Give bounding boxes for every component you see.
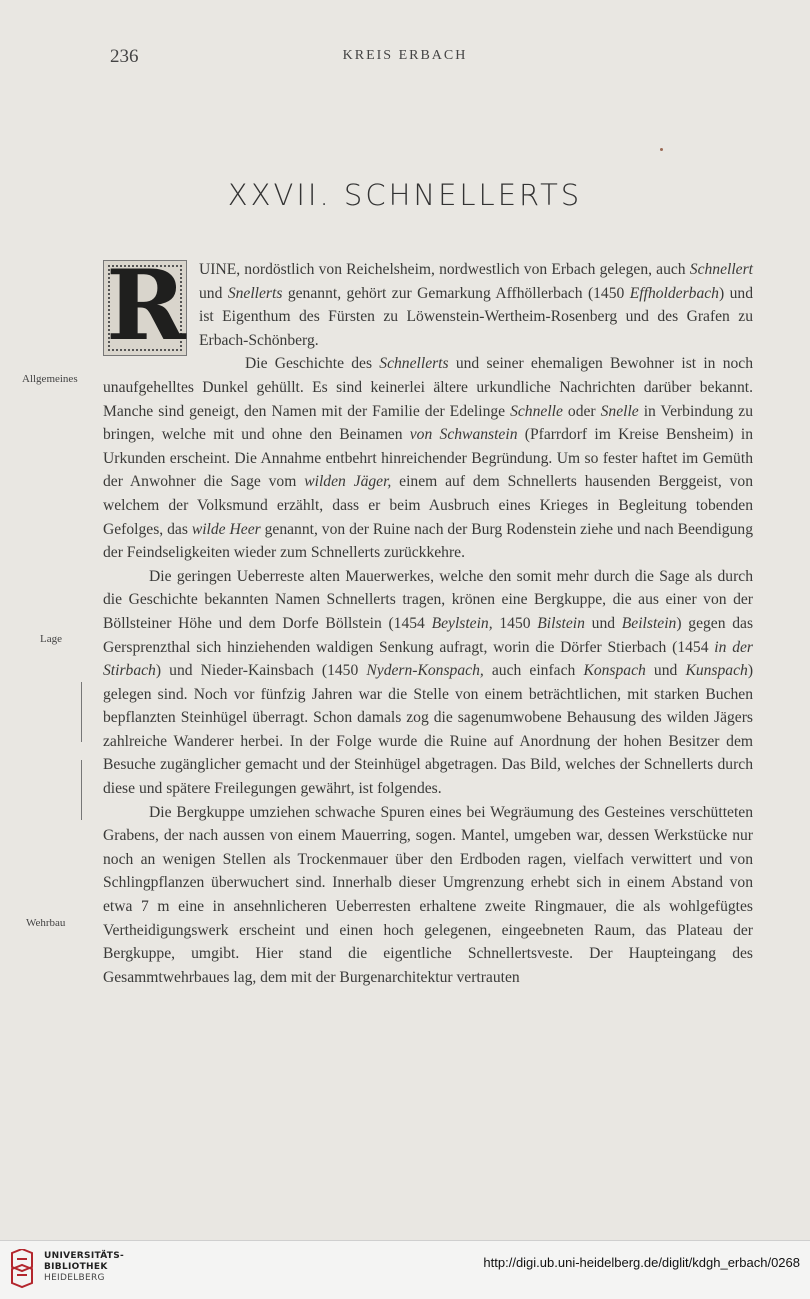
italic-text-run: Konspach bbox=[583, 662, 646, 680]
text-run: und bbox=[584, 614, 622, 632]
italic-text-run: wilde Heer bbox=[191, 520, 261, 538]
text-run: (Pfarrdorf im Kreise Bensheim) in Urkunden erscheint. Die Annahme entbehrt hinreichender Begründung. Um so fester haftet im Gemüth der Anwohner die Sage vom bbox=[103, 426, 754, 491]
chapter-title: XXVII. SCHNELLERTS bbox=[227, 178, 583, 212]
text-run: und bbox=[645, 662, 686, 680]
italic-text-run: Bilstein bbox=[537, 614, 585, 632]
paragraph-text bbox=[103, 804, 753, 986]
text-run: auch einfach bbox=[483, 662, 584, 680]
running-title: KREIS ERBACH bbox=[342, 48, 468, 63]
italic-text-run: Effholderbach bbox=[629, 284, 719, 302]
page-url-link[interactable]: http://digi.ub.uni-heidelberg.de/diglit/kdgh_erbach/0268 bbox=[483, 1255, 800, 1270]
paragraph-lage bbox=[103, 565, 753, 801]
text-run: ) gegen das Gersprenzthal sich hinziehenden waldigen Senkung aufragt, worin die Dörfer Stierbach (1454 bbox=[103, 614, 754, 656]
italic-text-run: Schnelle bbox=[510, 402, 563, 420]
text-run: genannt, gehört zur Gemarkung Affhöllerbach (1450 bbox=[282, 284, 630, 302]
text-run: oder bbox=[562, 402, 601, 420]
italic-text-run: Schnellerts bbox=[379, 355, 449, 373]
body-text bbox=[103, 249, 754, 989]
institution-name bbox=[44, 1251, 124, 1284]
paper-speck bbox=[660, 148, 663, 151]
text-run: 1450 bbox=[492, 614, 538, 632]
paragraph-intro bbox=[103, 249, 754, 362]
text-run: Die Geschichte des bbox=[245, 355, 380, 373]
italic-text-run: Beilstein bbox=[621, 614, 677, 632]
text-run: einem auf dem Schnellerts hausenden Berggeist, von welchem der Volksmund erzählt, dass er beim Ausbruch eines Krieges in Begleitung tobenden Gefolges, das bbox=[103, 473, 754, 538]
italic-text-run: Nydern-Konspach, bbox=[366, 662, 484, 680]
university-library-logo-icon bbox=[8, 1249, 36, 1289]
institution-line: HEIDELBERG bbox=[44, 1273, 105, 1283]
initial-letter: R bbox=[106, 249, 186, 362]
text-run: in Verbindung zu bringen, welche mit und ohne den Beinamen bbox=[103, 402, 753, 444]
text-run: UINE, nordöstlich von Reichelsheim, nordwestlich von Erbach gelegen, auch bbox=[199, 261, 690, 278]
margin-rule bbox=[81, 682, 82, 742]
margin-note-lage: Lage bbox=[40, 633, 62, 645]
paragraph-text bbox=[103, 568, 753, 797]
italic-text-run: Snellerts bbox=[227, 284, 283, 302]
page-number: 236 bbox=[110, 46, 139, 67]
paragraph-text bbox=[199, 261, 753, 349]
italic-text-run: von Schwanstein bbox=[409, 426, 518, 444]
paragraph-wehrbau bbox=[103, 801, 753, 990]
ornamented-initial-icon bbox=[103, 249, 187, 362]
institution-line: UNIVERSITÄTS- bbox=[44, 1251, 125, 1261]
text-run: Die Bergkuppe umziehen schwache Spuren eines bei Wegräumung des Gesteines verschütteten Grabens, der nach aussen von einem Mauerring, sogen. Mantel, umgeben war, dessen Werkstücke nur noch an wenigen Stellen als Trockenmauer über den Erdboden ragen, vielfach verwittert und von Schlingpflanzen überwuchert sind. Innerhalb dieser Umgrenzung erhebt sich in einem Abstand von etwa 7 m eine in ansehnlicheren Ueberresten erhaltene zweite Ringmauer, die als wohlgefügtes Vertheidigungswerk erscheint und einen hoch gelegenen, eingeebneten Raum, das Plateau der Bergkuppe, umgibt. Hier stand die eigentliche Schnellertsveste. Der Haupteingang des Gesammtwehrbaues lag, dem mit der Burgenarchitektur vertrauten bbox=[103, 803, 753, 986]
italic-text-run: Beylstein, bbox=[431, 614, 493, 632]
institution-line: BIBLIOTHEK bbox=[44, 1262, 108, 1272]
text-run: genannt, von der Ruine nach der Burg Rodenstein ziehe und nach Beendigung der Feindseligkeiten wieder zum Schnellerts zurückkehre. bbox=[103, 520, 753, 562]
margin-note-wehrbau: Wehrbau bbox=[26, 917, 66, 929]
running-head bbox=[0, 46, 810, 68]
margin-rule bbox=[81, 760, 82, 820]
text-run: und bbox=[199, 284, 228, 302]
paragraph-allgemeines bbox=[103, 352, 753, 564]
italic-text-run: Kunspach bbox=[685, 662, 748, 680]
text-run: ) und Nieder-Kainsbach (1450 bbox=[155, 662, 367, 680]
text-run: Die geringen Ueberreste alten Mauerwerkes, welche den somit mehr durch die Sage als durch die Geschichte bekannten Namen Schnellerts tragen, krönen eine Bergkuppe, die aus einer von der Böllsteiner Höhe und dem Dorfe Böllstein (1454 bbox=[103, 567, 753, 632]
text-run: und seiner ehemaligen Bewohner ist in noch unaufgehelltes Dunkel gehüllt. Es sind keinerlei ältere urkundliche Nachrichten darüber bekannt. Manche sind geneigt, den Namen mit der Familie der Edelinge bbox=[103, 355, 754, 420]
italic-text-run: Schnellert bbox=[689, 261, 753, 278]
paragraph-text bbox=[103, 355, 753, 561]
margin-note-allgemeines: Allgemeines bbox=[22, 373, 78, 385]
viewer-footer bbox=[0, 1240, 810, 1299]
text-run: ) und ist Eigenthum des Fürsten zu Löwenstein-Wertheim-Rosenberg und des Grafen zu Erbach-Schönberg. bbox=[199, 284, 754, 349]
italic-text-run: wilden Jäger, bbox=[304, 473, 392, 491]
italic-text-run: Snelle bbox=[600, 402, 639, 420]
text-run: ) gelegen sind. Noch vor fünfzig Jahren war die Stelle von einem beträchtlichen, mit starken Buchen bepflanzten Steinhügel überragt. Schon damals zog die sagenumwobene Behausung des wilden Jägers zahlreiche Wanderer herbei. In der Folge wurde die Ruine auf Anordnung der hohen Besitzer dem Besuche zugänglicher gemacht und der Steinhügel abgetragen. Das Bild, welches der Schnellerts durch diese und spätere Freilegungen gewährt, ist folgendes. bbox=[103, 662, 754, 798]
italic-text-run: in der Stirbach bbox=[103, 638, 753, 680]
